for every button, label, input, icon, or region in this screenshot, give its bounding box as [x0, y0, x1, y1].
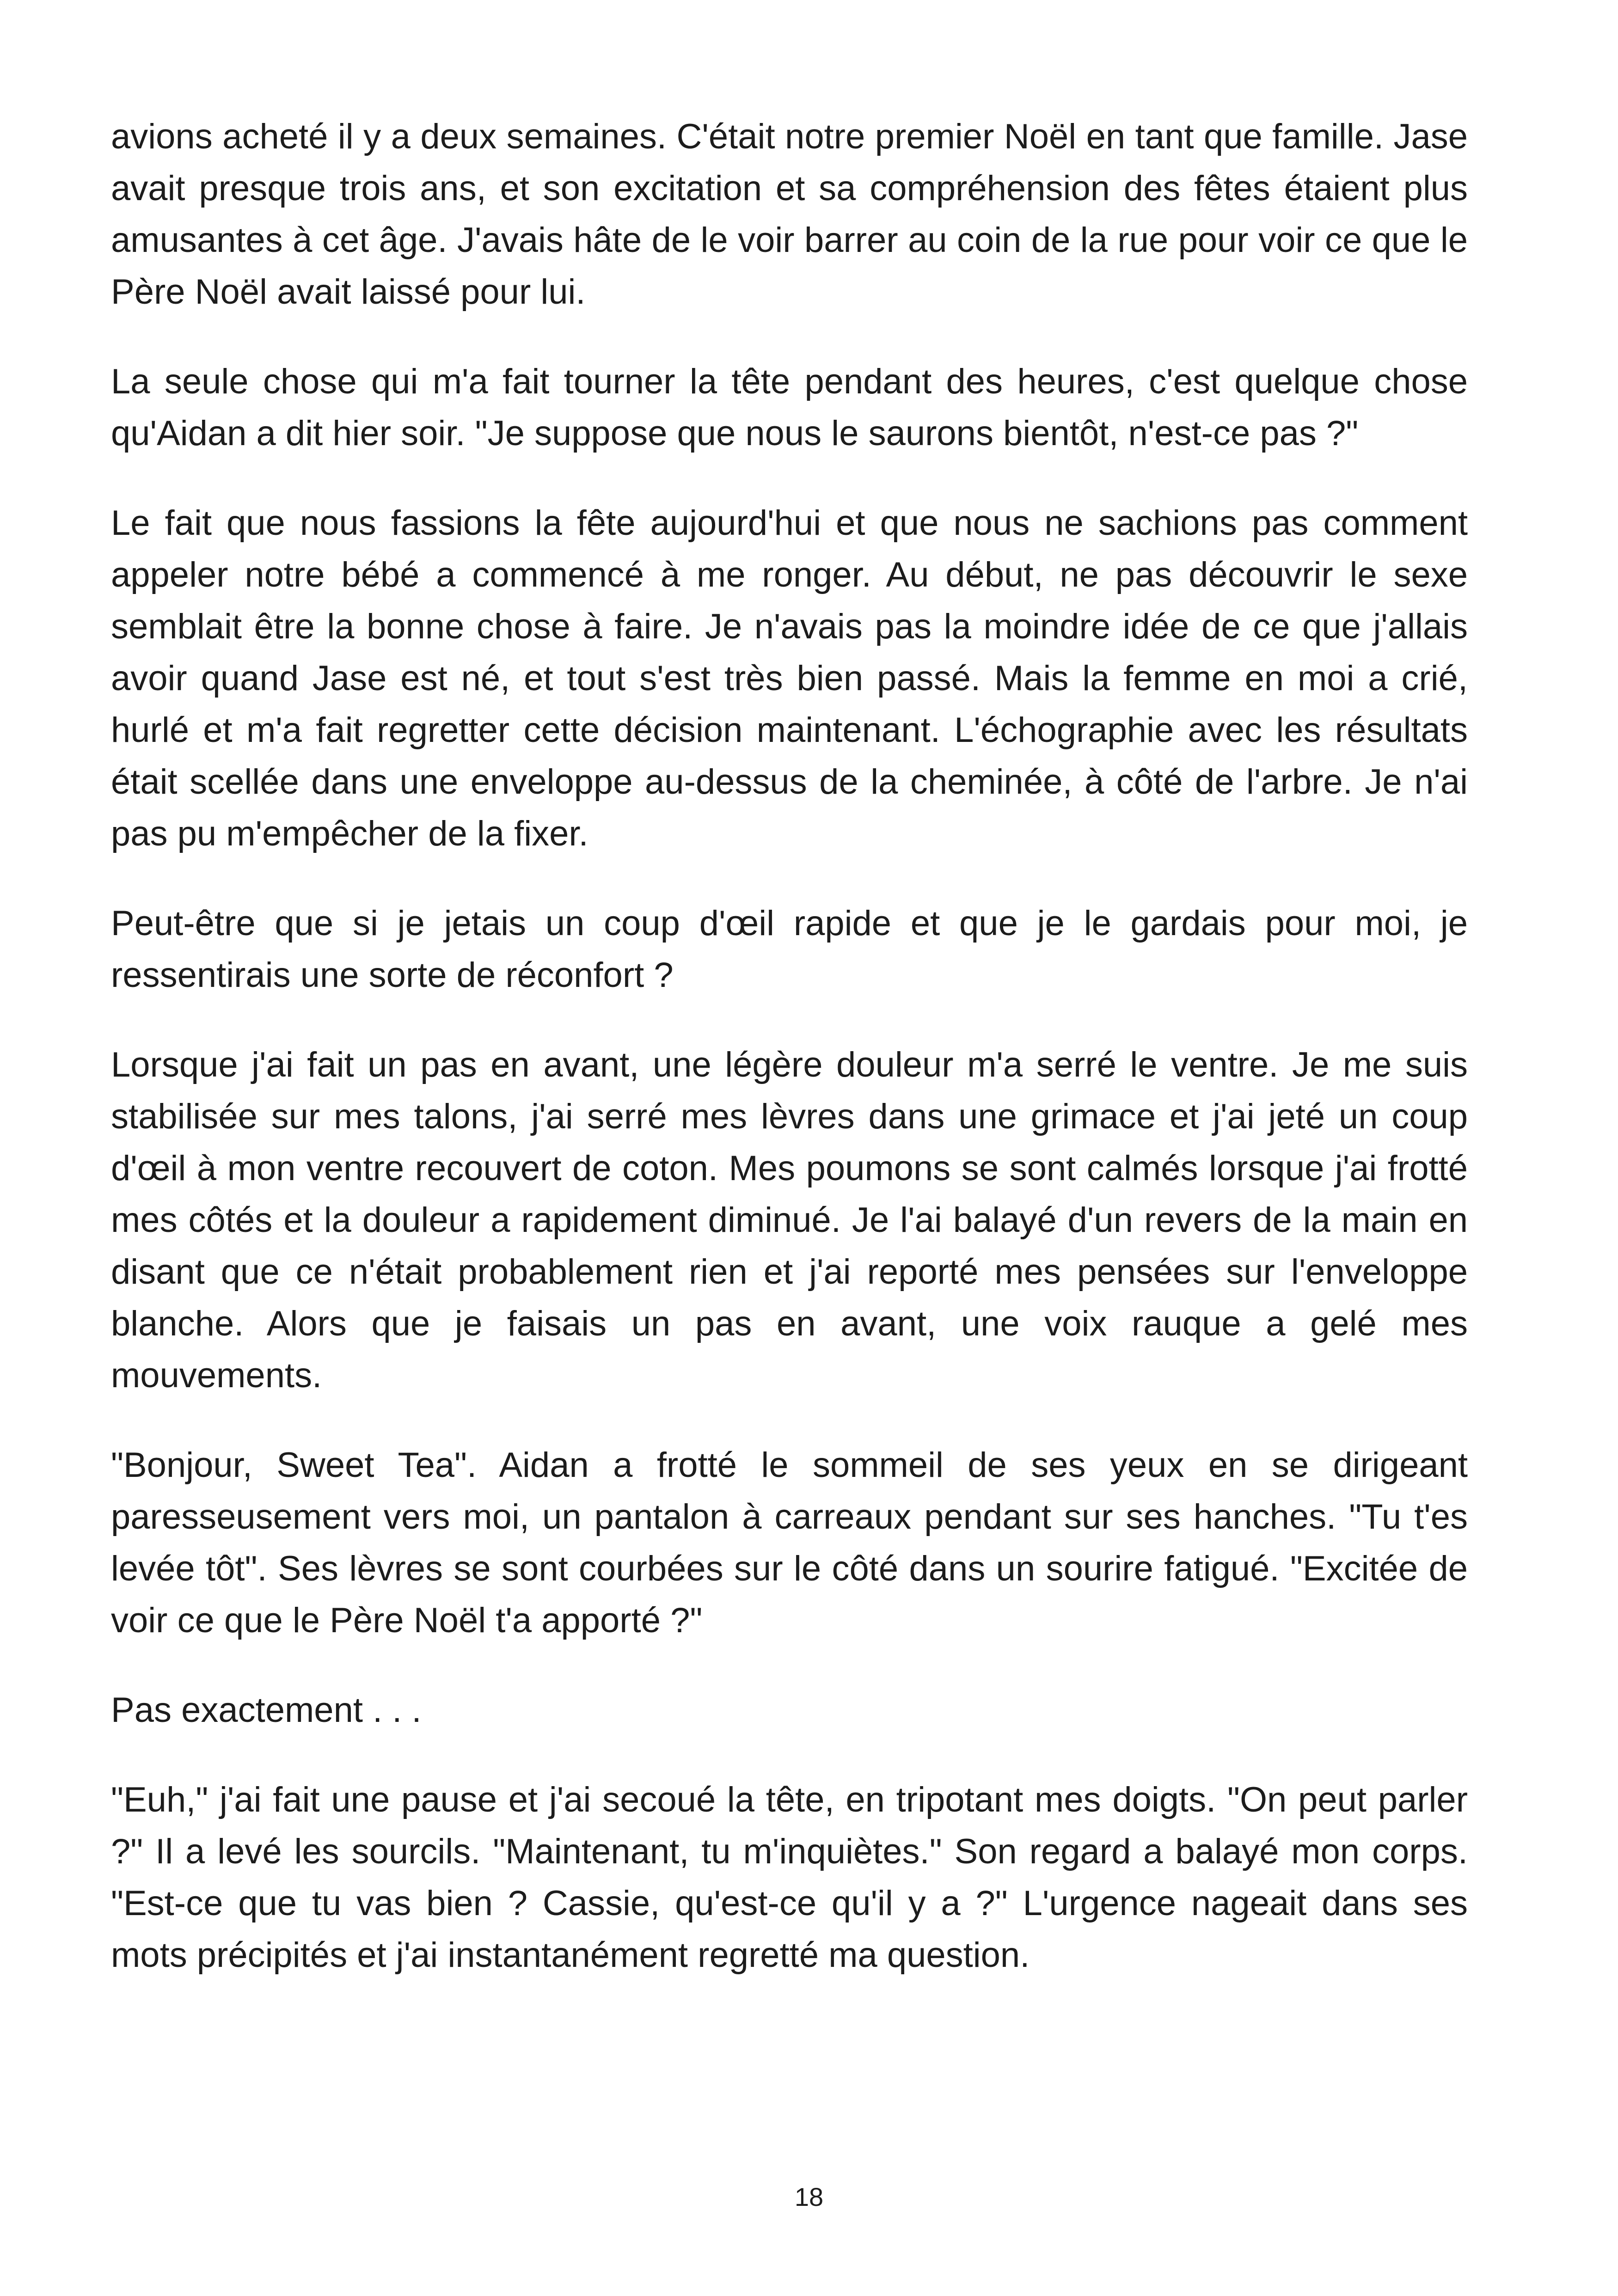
paragraph-2: La seule chose qui m'a fait tourner la tête pendant des heures, c'est quelque chose qu'Aidan a dit hier soir. "Je suppose que nous le saurons bientôt, n'est-ce pas ?" [111, 362, 1468, 453]
paragraph-6: "Bonjour, Sweet Tea". Aidan a frotté le sommeil de ses yeux en se dirigeant paresseusement vers moi, un pantalon à carreaux pendant sur ses hanches. "Tu t'es levée tôt". Ses lèvres se sont courbées sur le côté dans un sourire fatigué. "Excitée de voir ce que le Père Noël t'a apporté ?" [111, 1445, 1468, 1640]
page-number: 18 [794, 2182, 824, 2211]
paragraph-4: Peut-être que si je jetais un coup d'œil rapide et que je le gardais pour moi, je ressentirais une sorte de réconfort ? [111, 904, 1468, 995]
paragraph-8: "Euh," j'ai fait une pause et j'ai secoué la tête, en tripotant mes doigts. "On peut parler ?" Il a levé les sourcils. "Maintenant, tu m'inquiètes." Son regard a balayé mon corps. "Est-ce que tu vas bien ? Cassie, qu'est-ce qu'il y a ?" L'urgence nageait dans ses mots précipités et j'ai instantanément regretté ma question. [111, 1780, 1468, 1975]
paragraph-3: Le fait que nous fassions la fête aujourd'hui et que nous ne sachions pas comment appeler notre bébé a commencé à me ronger. Au début, ne pas découvrir le sexe semblait être la bonne chose à faire. Je n'avais pas la moindre idée de ce que j'allais avoir quand Jase est né, et tout s'est très bien passé. Mais la femme en moi a crié, hurlé et m'a fait regretter cette décision maintenant. L'échographie avec les résultats était scellée dans une enveloppe au-dessus de la cheminée, à côté de l'arbre. Je n'ai pas pu m'empêcher de la fixer. [111, 503, 1468, 853]
body-text [111, 111, 1468, 2019]
paragraph-1: avions acheté il y a deux semaines. C'était notre premier Noël en tant que famille. Jase avait presque trois ans, et son excitation et sa compréhension des fêtes étaient plus amusantes à cet âge. J'avais hâte de le voir barrer au coin de la rue pour voir ce que le Père Noël avait laissé pour lui. [111, 117, 1468, 312]
paragraph-7: Pas exactement . . . [111, 1690, 422, 1730]
paragraph-5: Lorsque j'ai fait un pas en avant, une légère douleur m'a serré le ventre. Je me suis stabilisée sur mes talons, j'ai serré mes lèvres dans une grimace et j'ai jeté un coup d'œil à mon ventre recouvert de coton. Mes poumons se sont calmés lorsque j'ai frotté mes côtés et la douleur a rapidement diminué. Je l'ai balayé d'un revers de la main en disant que ce n'était probablement rien et j'ai reporté mes pensées sur l'enveloppe blanche. Alors que je faisais un pas en avant, une voix rauque a gelé mes mouvements. [111, 1045, 1468, 1395]
